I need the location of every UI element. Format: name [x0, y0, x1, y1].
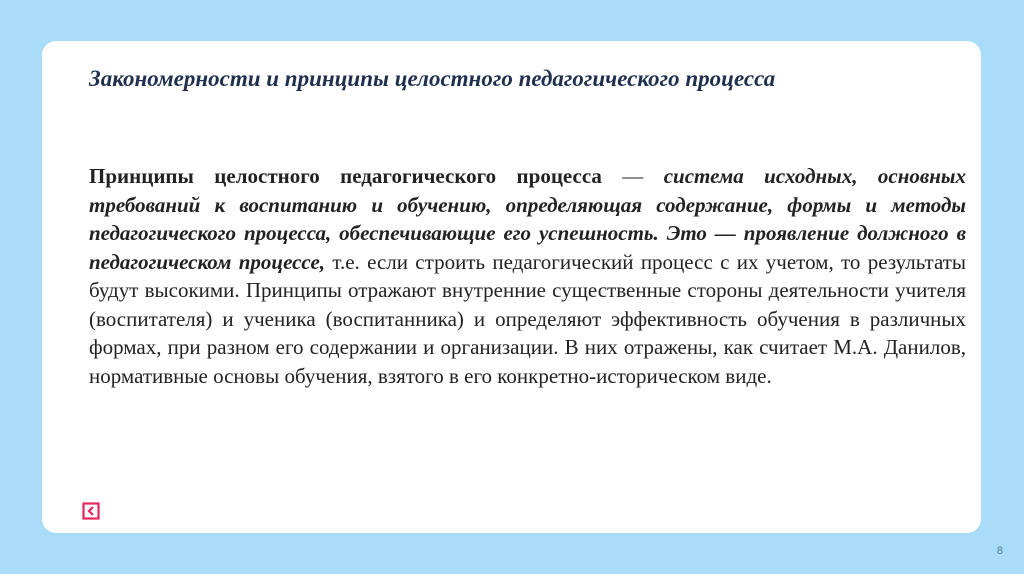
slide-title: Закономерности и принципы целостного педагогического процесса — [89, 66, 776, 91]
principle-term: Принципы целостного педагогического процесса — [89, 164, 602, 188]
principle-definition: система исходных, основных требований к воспитанию и обучению, определяющая содержание, формы и методы педагогического процесса, обеспечивающие его успешность. Это — проявление должного в педагогическом процессе, — [89, 164, 966, 274]
term-dash: — — [601, 164, 664, 188]
paragraph-rest: т.е. если строить педагогический процесс с их учетом, то результаты будут высокими. Принципы отражают внутренние существенные стороны деятельности учителя (воспитателя) и ученика (воспитанника) и определяют эффективность обучения в различных формах, при разном его содержании и организации. В них отражены, как считает М.А. Данилов, нормативные основы обучения, взятого в его конкретно-историческом виде. — [89, 249, 967, 388]
slide-card — [42, 41, 981, 533]
page-number: 8 — [996, 545, 1003, 557]
slide-paragraph — [89, 162, 966, 390]
back-arrow-icon[interactable] — [82, 502, 100, 520]
